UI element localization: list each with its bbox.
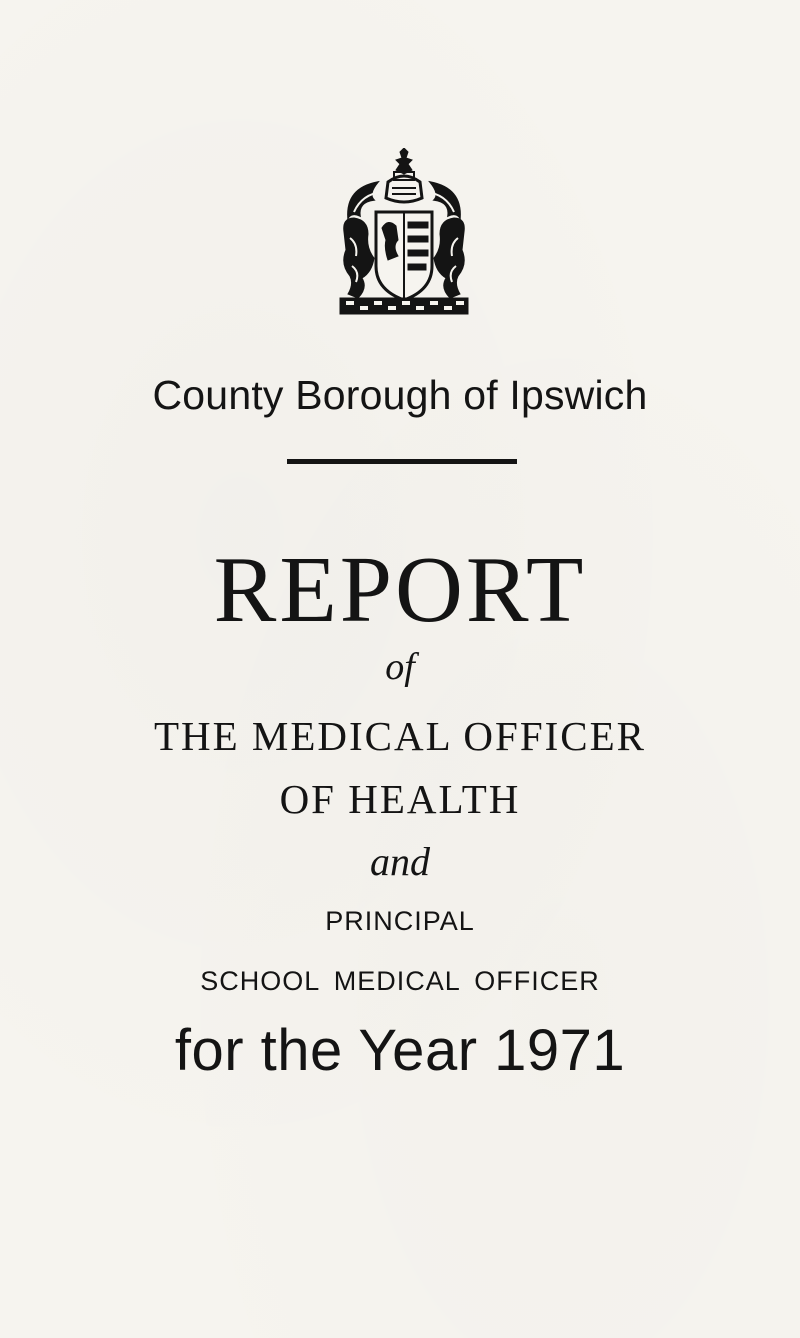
principal-line: PRINCIPAL: [325, 906, 475, 936]
medical-officer-line: THE MEDICAL OFFICER: [153, 713, 647, 759]
of-connector: of: [385, 646, 415, 688]
school-medical-officer-line: SCHOOL MEDICAL OFFICER: [200, 966, 600, 996]
and-connector: and: [370, 839, 430, 884]
title-divider: [287, 459, 517, 464]
borough-name: County Borough of Ipswich: [152, 372, 648, 418]
of-health-line: OF HEALTH: [279, 776, 521, 822]
report-title: REPORT: [213, 538, 587, 642]
report-year: for the Year 1971: [174, 1018, 626, 1083]
coat-of-arms-icon: [338, 148, 470, 316]
